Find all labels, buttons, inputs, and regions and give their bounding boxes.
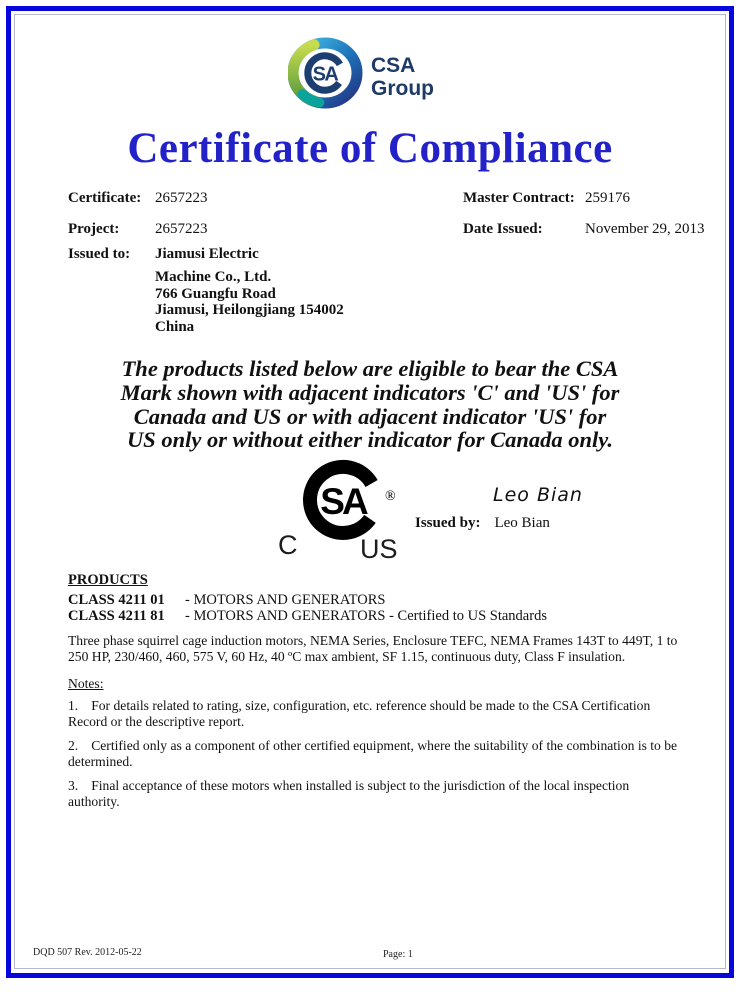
project-label: Project: (68, 221, 120, 237)
date-issued-value: November 29, 2013 (585, 221, 705, 237)
note-text: For details related to rating, size, configuration, etc. reference should be made to the CSA Certification Record or the descriptive report. (68, 698, 651, 729)
address-line: Jiamusi, Heilongjiang 154002 (155, 302, 344, 319)
note-number: 3. (68, 778, 79, 793)
master-contract-label: Master Contract: (463, 190, 575, 206)
project-value: 2657223 (155, 221, 208, 237)
registered-trademark-icon: ® (385, 489, 396, 504)
logo-brand-csa: CSA (371, 54, 416, 77)
issued-by-label: Issued by: (415, 515, 481, 531)
class-description: - MOTORS AND GENERATORS (185, 592, 386, 608)
address-line: Machine Co., Ltd. (155, 269, 272, 285)
issued-to-address (155, 269, 344, 335)
mark-c-indicator: C (278, 530, 298, 560)
issued-by-row (415, 515, 550, 532)
info-row-1 (0, 190, 740, 208)
eligibility-statement (0, 357, 740, 452)
date-issued-label: Date Issued: (463, 221, 543, 237)
info-row-2 (0, 221, 740, 239)
statement-line: Mark shown with adjacent indicators 'C' and 'US' for (120, 379, 620, 405)
statement-line: US only or without either indicator for Canada only. (126, 427, 614, 453)
statement-line: Canada and US or with adjacent indicator 'US' for (133, 403, 607, 429)
product-description: Three phase squirrel cage induction motors, NEMA Series, Enclosure TEFC, NEMA Frames 143T to 449T, 1 to 250 HP, 230/460, 460, 575 V, 60 Hz, 40 ºC max ambient, SF 1.15, continuous duty, Class F insulation. (68, 633, 678, 664)
page-title: Certificate of Compliance (127, 125, 613, 172)
class-description: - MOTORS AND GENERATORS - Certified to US Standards (185, 608, 547, 624)
issued-by-value: Leo Bian (494, 515, 550, 531)
notes-heading: Notes: (68, 676, 104, 691)
address-line: China (155, 318, 195, 335)
csa-group-logo-graphic (288, 36, 458, 110)
note-number: 1. (68, 698, 79, 713)
class-code: CLASS 4211 01 (68, 592, 165, 608)
issued-to-label: Issued to: (68, 246, 131, 262)
issued-to-value: Jiamusi Electric (155, 246, 259, 262)
signature: Leo Bian (493, 484, 583, 506)
logo-monogram-letters: SA (312, 63, 338, 86)
note-text: Certified only as a component of other certified equipment, where the suitability of the combination is to be determined. (68, 738, 678, 769)
csa-mark-graphic (272, 458, 417, 560)
page-number: Page: 1 (383, 949, 413, 960)
product-class-row (68, 608, 680, 625)
csa-group-logo (288, 36, 458, 110)
mark-us-indicator: US (360, 534, 398, 560)
logo-brand-group: Group (371, 77, 434, 100)
product-class-row (68, 592, 680, 609)
info-row-3 (0, 246, 740, 264)
certificate-label: Certificate: (68, 190, 142, 206)
statement-line: The products listed below are eligible to bear the CSA (121, 356, 619, 381)
certificate-value: 2657223 (155, 190, 208, 206)
note-item (68, 698, 680, 730)
csa-certification-mark (272, 458, 417, 560)
note-text: Final acceptance of these motors when installed is subject to the jurisdiction of the local inspection authority. (68, 778, 630, 809)
mark-monogram-letters: SA (320, 481, 366, 522)
document-reference: DQD 507 Rev. 2012-05-22 (33, 947, 142, 958)
products-heading: PRODUCTS (68, 572, 148, 588)
address-line: 766 Guangfu Road (155, 285, 276, 302)
note-item (68, 738, 680, 770)
note-number: 2. (68, 738, 79, 753)
master-contract-value: 259176 (585, 190, 630, 206)
note-item (68, 778, 680, 810)
class-code: CLASS 4211 81 (68, 608, 165, 624)
